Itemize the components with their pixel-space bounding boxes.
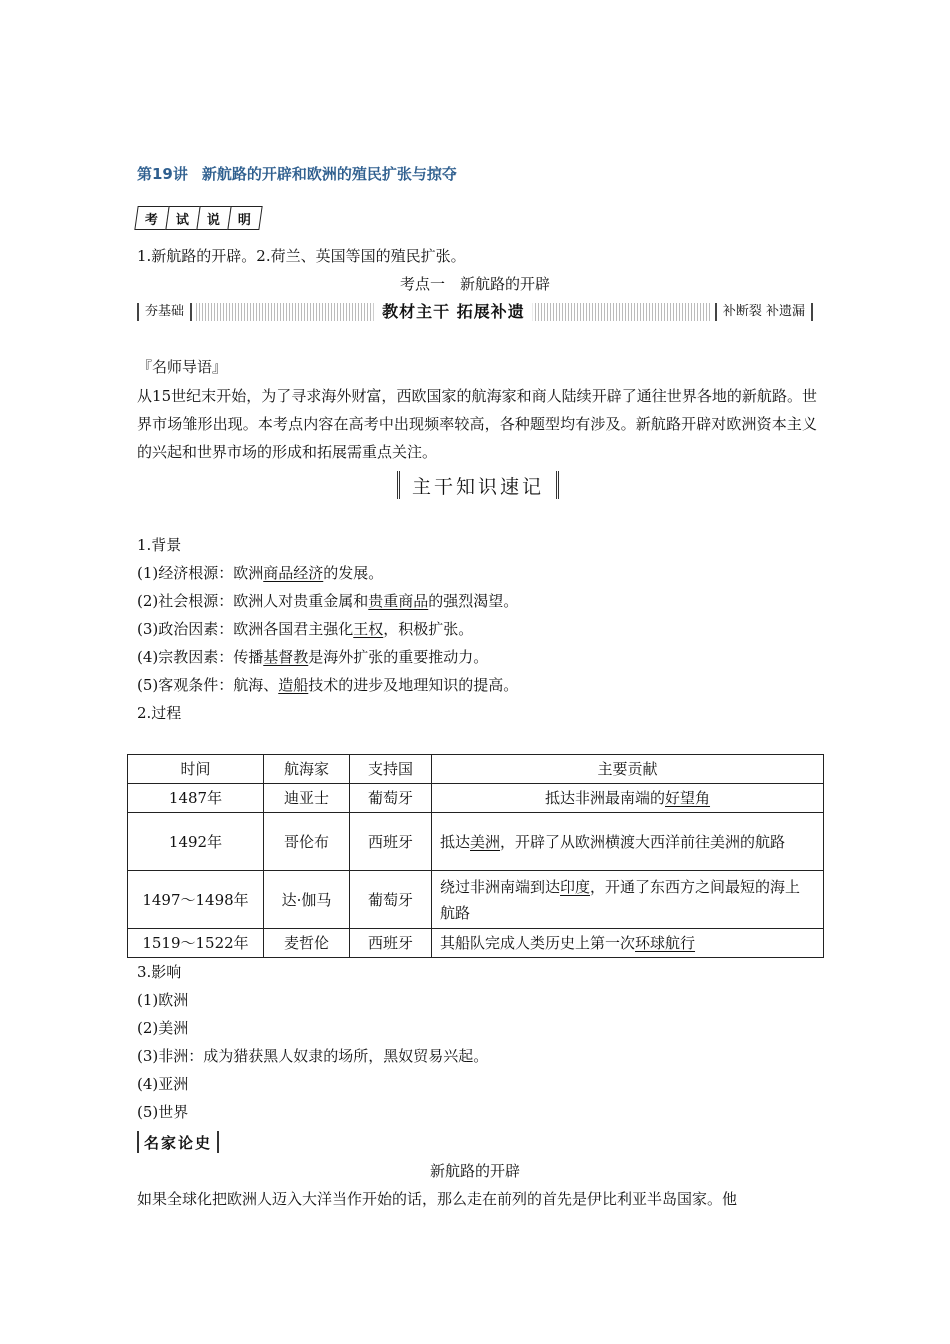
contribution-cell: 抵达非洲最南端的好望角 (432, 784, 824, 813)
lecture-number: 第19讲 (137, 165, 188, 183)
exam-description-badges (136, 206, 260, 232)
list-item: (5)客观条件：航海、造船技术的进步及地理知识的提高。 (137, 676, 519, 694)
table-row: 1497～1498年 达·伽马 葡萄牙 绕过非洲南端到达印度，开通了东西方之间最短的海上航路 (128, 871, 824, 929)
scholar-label: 名家论史 (137, 1131, 219, 1153)
scholar-title: 新航路的开辟 (429, 1162, 520, 1180)
banner-left: 夯基础 (137, 303, 192, 321)
guide-text: 从15世纪末开始，为了寻求海外财富，西欧国家的航海家和商人陆续开辟了通往世界各地的新航路。世界市场雏形出现。本考点内容在高考中出现频率较高，各种题型均有涉及。新航路开辟对欧洲资本主义的兴起和世界市场的形成和拓展需重点关注。 (137, 387, 817, 461)
badge: 试 (165, 206, 200, 230)
contribution-cell: 绕过非洲南端到达印度，开通了东西方之间最短的海上航路 (432, 871, 824, 929)
badge: 说 (196, 206, 231, 230)
contribution-cell: 其船队完成人类历史上第一次环球航行 (432, 929, 824, 958)
list-item: (1)经济根源：欧洲商品经济的发展。 (137, 564, 384, 582)
badge: 考 (134, 206, 169, 230)
list-item: (1)欧洲 (137, 991, 189, 1009)
list-item: (2)社会根源：欧洲人对贵重金属和贵重商品的强烈渴望。 (137, 592, 519, 610)
list-item: (3)非洲：成为猎获黑人奴隶的场所，黑奴贸易兴起。 (137, 1047, 489, 1065)
page-title (137, 163, 457, 184)
table-header-row (128, 755, 824, 784)
banner-right: 补断裂 补遗漏 (715, 303, 813, 321)
list-item: (2)美洲 (137, 1019, 189, 1037)
contribution-cell: 抵达美洲，开辟了从欧洲横渡大西洋前往美洲的航路 (432, 813, 824, 871)
scholar-text: 如果全球化把欧洲人迈入大洋当作开始的话，那么走在前列的首先是伊比利亚半岛国家。他 (137, 1190, 738, 1208)
list-item: (4)宗教因素：传播基督教是海外扩张的重要推动力。 (137, 648, 489, 666)
list-item: (5)世界 (137, 1103, 189, 1121)
table-row: 1492年 哥伦布 西班牙 抵达美洲，开辟了从欧洲横渡大西洋前往美洲的航路 (128, 813, 824, 871)
header-cell: 航海家 (264, 755, 350, 784)
guide-label: 『名师导语』 (137, 358, 228, 376)
section-box-heading: 主干知识速记 (397, 471, 559, 499)
section-banner (137, 301, 813, 323)
header-cell: 时间 (128, 755, 264, 784)
influence-heading: 3.影响 (137, 963, 182, 981)
banner-center: 教材主干 拓展补遗 (196, 303, 711, 321)
header-cell: 支持国 (350, 755, 432, 784)
process-heading: 2.过程 (137, 704, 182, 722)
lecture-title: 新航路的开辟和欧洲的殖民扩张与掠夺 (201, 165, 457, 183)
voyages-table (127, 754, 824, 958)
header-cell: 主要贡献 (432, 755, 824, 784)
exam-description: 1.新航路的开辟。2.荷兰、英国等国的殖民扩张。 (137, 247, 466, 265)
point-title: 考点一 新航路的开辟 (399, 275, 550, 293)
table-row: 1519～1522年 麦哲伦 西班牙 其船队完成人类历史上第一次环球航行 (128, 929, 824, 958)
table-row: 1487年 迪亚士 葡萄牙 抵达非洲最南端的好望角 (128, 784, 824, 813)
list-item: (4)亚洲 (137, 1075, 189, 1093)
badge: 明 (227, 206, 262, 230)
background-heading: 1.背景 (137, 536, 182, 554)
list-item: (3)政治因素：欧洲各国君主强化王权，积极扩张。 (137, 620, 474, 638)
